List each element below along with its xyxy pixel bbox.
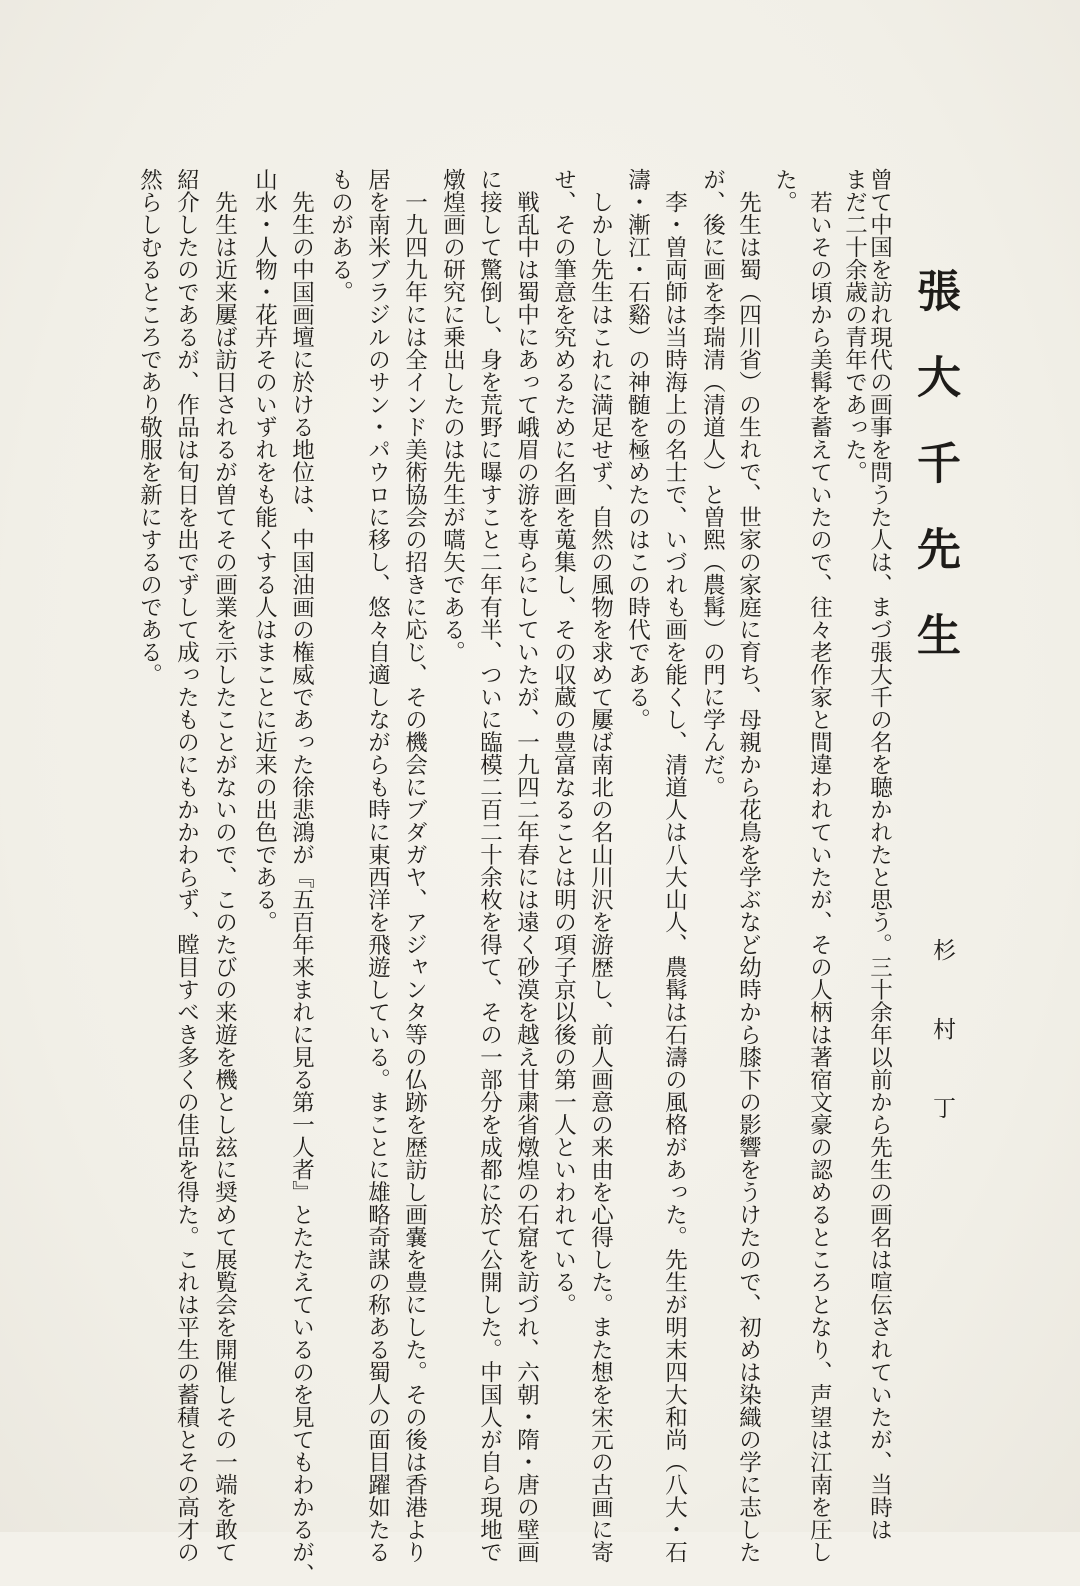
author-name: 杉村丁 <box>929 938 955 1175</box>
text-column: 然らしむるところであり敬服を新にするのである。 <box>136 168 163 686</box>
text-column: 燉煌画の研究に乗出したのは先生が嚆矢である。 <box>439 168 466 663</box>
text-column: 濤・漸江・石谿）の神髄を極めたのはこの時代である。 <box>624 168 651 731</box>
text-column: まだ二十余歳の青年であった。 <box>841 168 868 483</box>
text-column: 先生は近来屢ば訪日されるが曽てその画業を示したことがないので、このたびの来遊を機とし玆に奨めて展覧会を開催しその一端を敢て <box>211 168 238 1563</box>
text-column: せ、その筆意を究めるために名画を蒐集し、その収蔵の豊富なることは明の項子京以後の第一人といわれている。 <box>550 168 577 1316</box>
text-column: が、後に画を李瑞清（清道人）と曽熙（農髯）の門に学んだ。 <box>699 168 726 798</box>
text-column: た。 <box>771 168 798 213</box>
article-title: 張大千先生 <box>909 268 960 698</box>
text-column: 紹介したのであるが、作品は旬日を出でずして成ったものにもかかわらず、瞠目すべき多くの佳品を得た。これは平生の蓄積とその高才の <box>173 168 200 1563</box>
text-column: 山水・人物・花卉そのいずれをも能くする人はまことに近来の出色である。 <box>251 168 278 933</box>
text-column: 先生は蜀（四川省）の生れで、世家の家庭に育ち、母親から花鳥を学ぶなど幼時から膝下の影響をうけたので、初めは染織の学に志した <box>735 168 762 1563</box>
text-column: ものがある。 <box>327 168 354 303</box>
text-column: 居を南米ブラジルのサン・パウロに移し、悠々自適しながらも時に東西洋を飛遊している。まことに雄略奇謀の称ある蜀人の面目躍如たる <box>364 168 391 1563</box>
text-column: 先生の中国画壇に於ける地位は、中国油画の権威であった徐悲鴻が『五百年来まれに見る第一人者』とたたえているのを見てもわかるが、 <box>288 168 315 1586</box>
text-column: 李・曽両師は当時海上の名士で、いづれも画を能くし、清道人は八大山人、農髯は石濤の風格があった。先生が明末四大和尚（八大・石 <box>661 168 688 1563</box>
text-column: に接して驚倒し、身を荒野に曝すこと二年有半、ついに臨模二百二十余枚を得て、その一部分を成都に於て公開した。中国人が自ら現地で <box>476 168 503 1563</box>
text-column: 戦乱中は蜀中にあって峨眉の游を専らにしていたが、一九四二年春には遠く砂漠を越え甘粛省燉煌の石窟を訪づれ、六朝・隋・唐の壁画 <box>513 168 540 1563</box>
text-column: 曾て中国を訪れ現代の画事を問うた人は、まづ張大千の名を聴かれたと思う。三十余年以前から先生の画名は喧伝されていたが、当時は <box>866 168 893 1541</box>
text-column: 一九四九年には全インド美術協会の招きに応じ、その機会にブダガヤ、アジャンタ等の仏跡を歴訪し画嚢を豊にした。その後は香港より <box>401 168 428 1563</box>
text-column: 若いその頃から美髯を蓄えていたので、往々老作家と間違われていたが、その人柄は著宿文豪の認めるところとなり、声望は江南を圧し <box>806 168 833 1563</box>
text-column: しかし先生はこれに満足せず、自然の風物を求めて屢ば南北の名山川沢を游歴し、前人画意の来由を心得した。また想を宋元の古画に寄 <box>587 168 614 1563</box>
